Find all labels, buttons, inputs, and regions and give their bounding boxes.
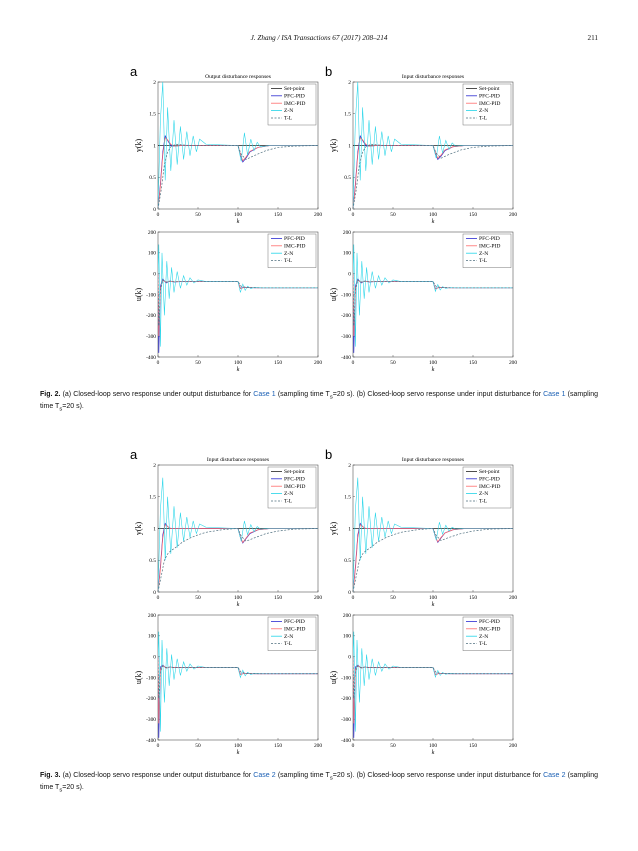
- y-tick-label: -400: [146, 354, 156, 361]
- y-axis-label: y(k): [329, 521, 338, 536]
- legend: [268, 234, 316, 268]
- x-tick-label: 0: [351, 212, 355, 218]
- legend-label: PFC-PID: [479, 619, 500, 625]
- y-tick-label: 100: [147, 633, 156, 640]
- legend: [463, 84, 511, 125]
- y-axis-label: u(k): [134, 287, 143, 302]
- legend-label: IMC-PID: [479, 483, 501, 490]
- figure-svg: [118, 60, 528, 385]
- y-tick-label: 1.5: [344, 111, 351, 118]
- plot-panel: [134, 230, 322, 373]
- journal-citation: J. Zhang / ISA Transactions 67 (2017) 208–214: [250, 34, 388, 42]
- y-tick-label: -200: [146, 696, 156, 703]
- caption-subscript: s: [59, 787, 63, 794]
- x-tick-label: 100: [428, 360, 438, 366]
- y-tick-label: 1.5: [149, 494, 156, 501]
- x-axis-label: k: [431, 218, 435, 225]
- plot-panel: [329, 230, 517, 373]
- caption-text: (sampling time T: [275, 772, 330, 779]
- y-tick-label: -300: [146, 333, 156, 340]
- caption-text: (a) Closed-loop servo response under output disturbance for: [60, 772, 254, 779]
- panel-title: Output disturbance responses: [205, 74, 271, 80]
- panel-letter: b: [325, 64, 333, 79]
- legend: [268, 84, 316, 125]
- legend-label: PFC-PID: [479, 236, 500, 242]
- legend: [268, 617, 316, 651]
- y-tick-label: 1.5: [149, 111, 156, 118]
- legend-label: Z-N: [479, 250, 489, 257]
- legend-label: PFC-PID: [479, 93, 500, 100]
- y-tick-label: -200: [146, 313, 156, 320]
- y-tick-label: 1.5: [344, 494, 351, 501]
- case-link[interactable]: Case 2: [253, 772, 276, 779]
- legend: [463, 234, 511, 268]
- x-tick-label: 0: [156, 212, 160, 218]
- y-tick-label: -400: [146, 737, 156, 744]
- legend: [268, 467, 316, 508]
- y-tick-label: -300: [341, 716, 351, 723]
- caption-text: (sampling time T: [275, 391, 330, 398]
- y-tick-label: 200: [147, 229, 156, 236]
- x-tick-label: 100: [233, 360, 243, 366]
- x-tick-label: 50: [195, 595, 201, 601]
- x-axis-label: k: [236, 749, 240, 756]
- x-tick-label: 150: [468, 743, 478, 749]
- plot-panel: [134, 613, 322, 756]
- caption-text: (sampling time T: [40, 772, 598, 792]
- series-line-imc-pid: [353, 138, 513, 209]
- legend: [463, 617, 511, 651]
- y-tick-label: -400: [341, 737, 351, 744]
- y-tick-label: -200: [341, 313, 351, 320]
- y-tick-label: 100: [342, 250, 351, 257]
- x-tick-label: 200: [313, 743, 323, 749]
- y-tick-label: 2: [153, 462, 156, 469]
- legend-label: T-L: [284, 498, 293, 505]
- x-tick-label: 150: [273, 360, 283, 366]
- x-tick-label: 200: [313, 212, 323, 218]
- y-tick-label: 1: [348, 526, 351, 533]
- case-link[interactable]: Case 1: [543, 391, 566, 398]
- x-tick-label: 100: [233, 212, 243, 218]
- x-tick-label: 100: [428, 595, 438, 601]
- case-link[interactable]: Case 2: [543, 772, 566, 779]
- y-tick-label: -300: [341, 333, 351, 340]
- series-line-pfc-pid: [353, 136, 513, 209]
- legend-label: IMC-PID: [479, 626, 501, 633]
- caption-subscript: s: [59, 406, 63, 413]
- panel-title: Input disturbance responses: [401, 74, 465, 80]
- legend-label: PFC-PID: [479, 476, 500, 483]
- y-tick-label: -100: [146, 675, 156, 682]
- panel-letter: a: [130, 64, 138, 79]
- x-tick-label: 150: [273, 743, 283, 749]
- y-tick-label: 2: [153, 79, 156, 86]
- caption-label: Fig. 2.: [40, 391, 61, 398]
- series-line-t-l: [353, 657, 513, 699]
- panel-letter: b: [325, 447, 333, 462]
- figure-3-caption: [40, 771, 598, 796]
- case-link[interactable]: Case 1: [253, 391, 276, 398]
- y-tick-label: 0: [153, 206, 156, 213]
- x-tick-label: 200: [508, 743, 518, 749]
- x-tick-label: 150: [468, 212, 478, 218]
- caption-text: (a) Closed-loop servo response under output disturbance for: [60, 391, 254, 398]
- series-line-t-l: [158, 144, 318, 209]
- figure-2: [118, 60, 528, 385]
- y-axis-label: y(k): [329, 138, 338, 153]
- figure-svg: [118, 443, 528, 768]
- y-tick-label: 0.5: [344, 175, 351, 182]
- y-tick-label: 0: [153, 589, 156, 596]
- legend-label: Z-N: [479, 108, 489, 115]
- series-line-imc-pid: [158, 657, 318, 724]
- x-tick-label: 0: [351, 360, 355, 366]
- x-axis-label: k: [431, 601, 435, 608]
- y-tick-label: 100: [147, 250, 156, 257]
- x-tick-label: 50: [195, 743, 201, 749]
- y-axis-label: y(k): [134, 138, 143, 153]
- y-tick-label: 0.5: [344, 558, 351, 565]
- x-tick-label: 150: [273, 595, 283, 601]
- y-axis-label: u(k): [329, 287, 338, 302]
- x-axis-label: k: [236, 601, 240, 608]
- series-line-pfc-pid: [353, 274, 513, 353]
- legend-label: T-L: [284, 258, 293, 265]
- y-axis-label: y(k): [134, 521, 143, 536]
- legend-label: Z-N: [284, 633, 294, 640]
- legend-label: T-L: [479, 258, 488, 265]
- y-tick-label: 0: [153, 654, 156, 661]
- series-line-imc-pid: [353, 657, 513, 724]
- caption-text: =20 s). (b) Closed-loop servo response under input disturbance for: [332, 391, 544, 398]
- y-tick-label: 0: [348, 206, 351, 213]
- legend-label: IMC-PID: [284, 626, 306, 633]
- legend-label: T-L: [479, 641, 488, 648]
- panel-title: Input disturbance responses: [401, 457, 465, 463]
- plot-panel: [325, 447, 517, 608]
- y-tick-label: 2: [348, 462, 351, 469]
- y-tick-label: 0.5: [149, 175, 156, 182]
- legend: [463, 467, 511, 508]
- y-tick-label: 200: [342, 229, 351, 236]
- y-tick-label: -400: [341, 354, 351, 361]
- x-tick-label: 0: [156, 743, 160, 749]
- legend-label: T-L: [479, 498, 488, 505]
- y-tick-label: 0: [153, 271, 156, 278]
- series-line-t-l: [158, 657, 318, 699]
- plot-panel: [130, 64, 322, 225]
- caption-subscript: s: [329, 775, 333, 782]
- y-axis-label: u(k): [134, 670, 143, 685]
- x-tick-label: 200: [313, 360, 323, 366]
- x-axis-label: k: [431, 366, 435, 373]
- x-tick-label: 0: [351, 595, 355, 601]
- caption-text: (sampling time T: [40, 391, 598, 411]
- y-tick-label: -100: [341, 292, 351, 299]
- x-tick-label: 50: [195, 212, 201, 218]
- legend-label: IMC-PID: [284, 100, 306, 107]
- x-tick-label: 100: [233, 743, 243, 749]
- x-tick-label: 200: [508, 595, 518, 601]
- figure-3: [118, 443, 528, 768]
- legend-label: Set-point: [284, 469, 305, 475]
- y-tick-label: -300: [146, 716, 156, 723]
- x-axis-label: k: [431, 749, 435, 756]
- series-line-imc-pid: [353, 525, 513, 592]
- y-tick-label: 0: [348, 271, 351, 278]
- series-line-imc-pid: [158, 138, 318, 209]
- x-tick-label: 50: [195, 360, 201, 366]
- series-line-pfc-pid: [158, 274, 318, 353]
- legend-label: T-L: [479, 115, 488, 122]
- caption-label: Fig. 3.: [40, 772, 61, 779]
- legend-label: IMC-PID: [479, 243, 501, 250]
- x-tick-label: 50: [390, 595, 396, 601]
- plot-panel: [130, 447, 322, 608]
- y-tick-label: 1: [153, 526, 156, 533]
- page-number: 211: [587, 34, 598, 42]
- series-line-t-l: [353, 144, 513, 209]
- x-tick-label: 150: [273, 212, 283, 218]
- y-tick-label: 200: [147, 612, 156, 619]
- legend-label: Z-N: [479, 633, 489, 640]
- legend-label: Z-N: [479, 491, 489, 498]
- x-tick-label: 200: [508, 212, 518, 218]
- running-header: [0, 34, 638, 48]
- legend-label: Z-N: [284, 108, 294, 115]
- legend-label: IMC-PID: [479, 100, 501, 107]
- caption-text: =20 s).: [62, 784, 84, 792]
- series-line-t-l: [158, 529, 318, 593]
- legend-label: PFC-PID: [284, 93, 305, 100]
- y-tick-label: 100: [342, 633, 351, 640]
- y-axis-label: u(k): [329, 670, 338, 685]
- legend-label: T-L: [284, 115, 293, 122]
- y-tick-label: 1: [348, 143, 351, 150]
- legend-label: Set-point: [479, 469, 500, 475]
- x-axis-label: k: [236, 366, 240, 373]
- caption-text: =20 s). (b) Closed-loop servo response under input disturbance for: [332, 772, 544, 779]
- legend-label: PFC-PID: [284, 619, 305, 625]
- legend-label: PFC-PID: [284, 236, 305, 242]
- y-tick-label: -100: [146, 292, 156, 299]
- y-tick-label: 2: [348, 79, 351, 86]
- legend-label: T-L: [284, 641, 293, 648]
- legend-label: Z-N: [284, 491, 294, 498]
- x-tick-label: 0: [351, 743, 355, 749]
- x-tick-label: 100: [428, 212, 438, 218]
- y-tick-label: 0: [348, 589, 351, 596]
- series-line-t-l: [353, 529, 513, 593]
- panel-title: Input disturbance responses: [206, 457, 270, 463]
- panel-letter: a: [130, 447, 138, 462]
- legend-label: IMC-PID: [284, 483, 306, 490]
- x-tick-label: 200: [508, 360, 518, 366]
- plot-panel: [329, 613, 517, 756]
- y-tick-label: -200: [341, 696, 351, 703]
- legend-label: IMC-PID: [284, 243, 306, 250]
- series-line-pfc-pid: [158, 136, 318, 209]
- x-tick-label: 100: [233, 595, 243, 601]
- x-axis-label: k: [236, 218, 240, 225]
- x-tick-label: 150: [468, 595, 478, 601]
- x-tick-label: 50: [390, 212, 396, 218]
- series-line-pfc-pid: [353, 523, 513, 592]
- caption-subscript: s: [329, 394, 333, 401]
- x-tick-label: 200: [313, 595, 323, 601]
- plot-panel: [325, 64, 517, 225]
- series-line-pfc-pid: [158, 523, 318, 592]
- x-tick-label: 50: [390, 360, 396, 366]
- caption-text: =20 s).: [62, 403, 84, 411]
- x-tick-label: 0: [156, 595, 160, 601]
- y-tick-label: 1: [153, 143, 156, 150]
- y-tick-label: 0.5: [149, 558, 156, 565]
- x-tick-label: 50: [390, 743, 396, 749]
- x-tick-label: 100: [428, 743, 438, 749]
- legend-label: Z-N: [284, 250, 294, 257]
- figure-2-caption: [40, 390, 598, 415]
- x-tick-label: 0: [156, 360, 160, 366]
- legend-label: Set-point: [284, 86, 305, 92]
- legend-label: PFC-PID: [284, 476, 305, 483]
- series-line-imc-pid: [158, 525, 318, 592]
- y-tick-label: 200: [342, 612, 351, 619]
- y-tick-label: -100: [341, 675, 351, 682]
- y-tick-label: 0: [348, 654, 351, 661]
- x-tick-label: 150: [468, 360, 478, 366]
- legend-label: Set-point: [479, 86, 500, 92]
